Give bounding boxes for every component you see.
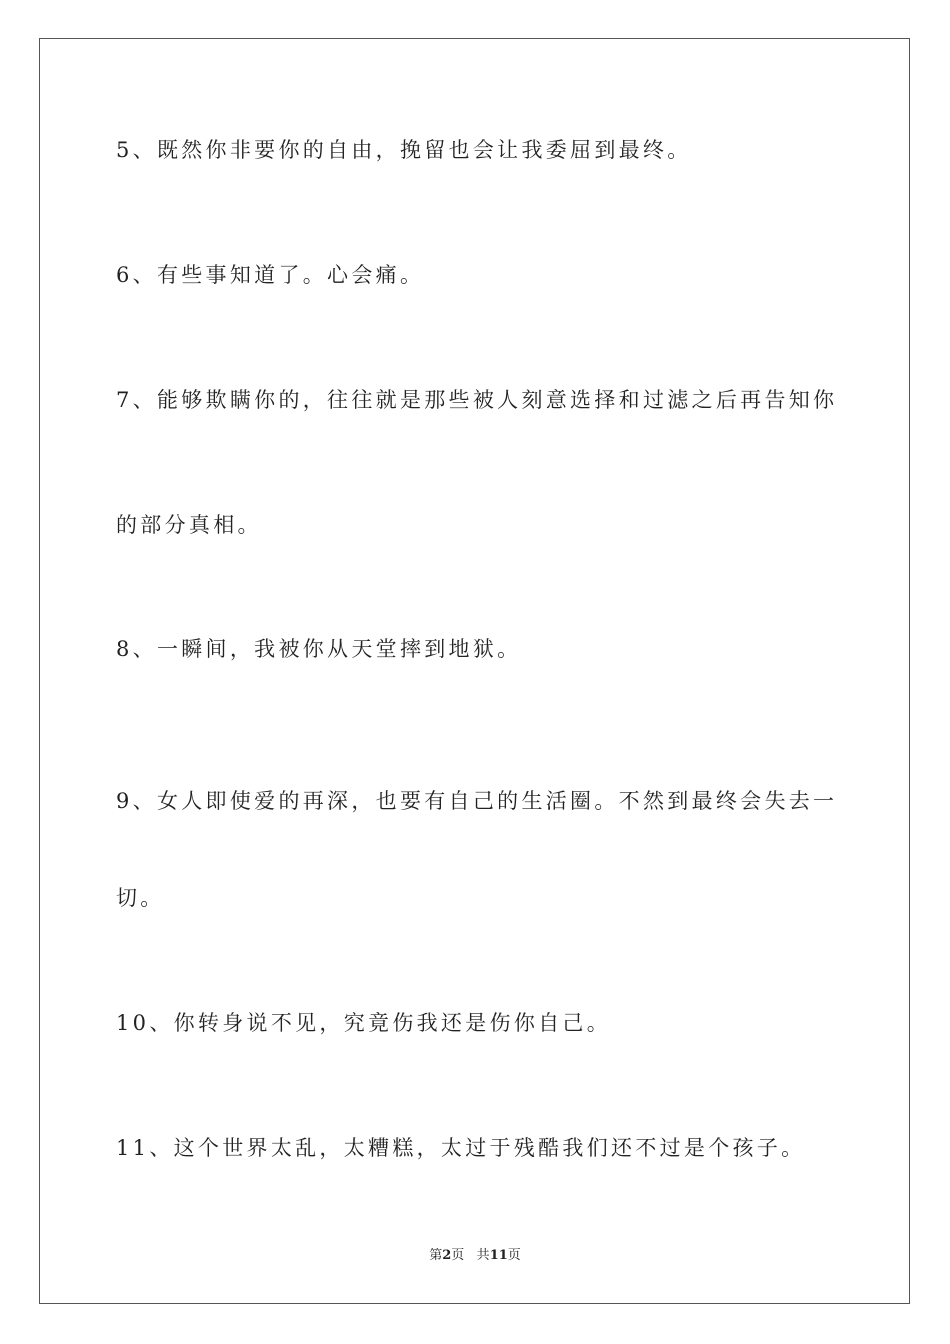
quote-line-9: 9、女人即使爱的再深，也要有自己的生活圈。不然到最终会失去一 xyxy=(116,789,838,813)
page-suffix: 页 xyxy=(451,1248,465,1263)
quote-line-7-continued: 的部分真相。 xyxy=(116,513,262,537)
quote-line-11: 11、这个世界太乱，太糟糕，太过于残酷我们还不过是个孩子。 xyxy=(116,1136,806,1160)
page-footer xyxy=(0,1248,950,1264)
quote-line-10: 10、你转身说不见，究竟伤我还是伤你自己。 xyxy=(116,1011,612,1035)
quote-line-7: 7、能够欺瞒你的，往往就是那些被人刻意选择和过滤之后再告知你 xyxy=(116,388,838,412)
page-prefix: 第 xyxy=(429,1248,443,1263)
quote-line-5: 5、既然你非要你的自由，挽留也会让我委屈到最终。 xyxy=(116,138,692,162)
page-border xyxy=(39,38,910,1304)
total-suffix: 页 xyxy=(507,1248,521,1263)
total-prefix: 共 xyxy=(476,1248,490,1263)
total-pages: 11 xyxy=(489,1248,508,1263)
page-number: 2 xyxy=(442,1248,452,1263)
quote-line-9-continued: 切。 xyxy=(116,886,165,910)
quote-line-6: 6、有些事知道了。心会痛。 xyxy=(116,263,425,287)
quote-line-8: 8、一瞬间，我被你从天堂摔到地狱。 xyxy=(116,637,522,661)
